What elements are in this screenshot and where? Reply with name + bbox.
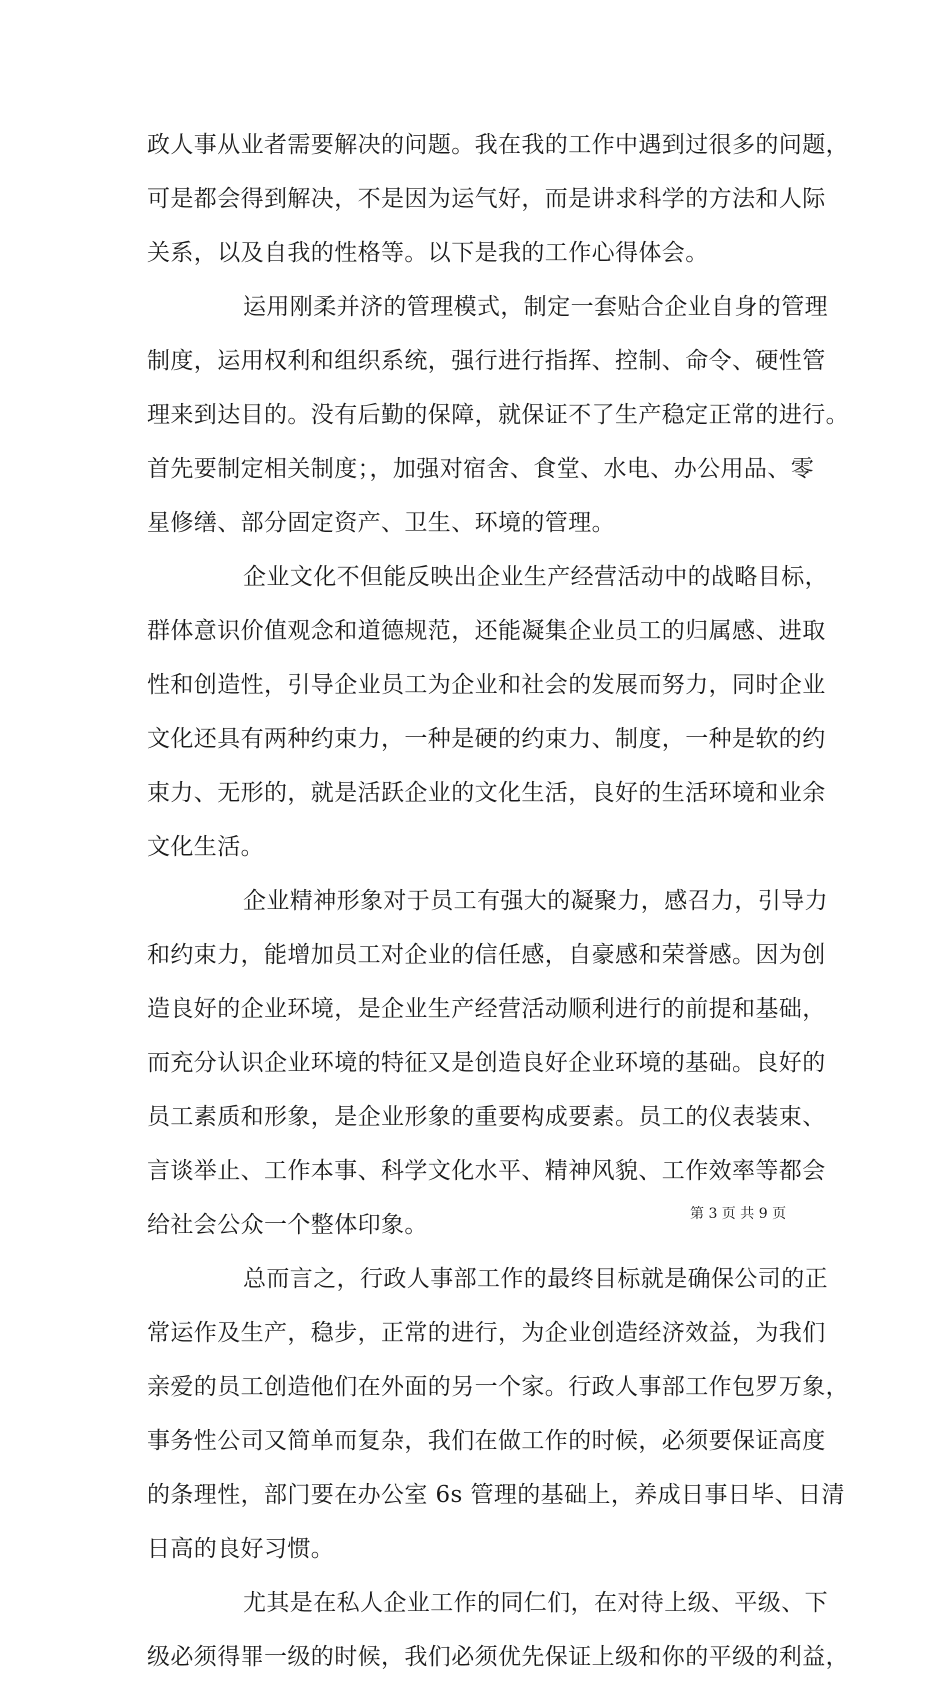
text-line: 日高的良好习惯。 [147, 1536, 335, 1562]
text-line: 理来到达目的。没有后勤的保障，就保证不了生产稳定正常的进行。 [147, 402, 849, 428]
text-line: 政人事从业者需要解决的问题。我在我的工作中遇到过很多的问题， [147, 132, 849, 158]
text-line: 群体意识价值观念和道德规范，还能凝集企业员工的归属感、进取 [147, 618, 826, 644]
page-number-footer: 第 3 页 共 9 页 [690, 1206, 787, 1222]
text-line: 束力、无形的，就是活跃企业的文化生活，良好的生活环境和业余 [147, 780, 826, 806]
text-line: 员工素质和形象，是企业形象的重要构成要素。员工的仪表装束、 [147, 1104, 826, 1130]
text-line: 造良好的企业环境，是企业生产经营活动顺利进行的前提和基础， [147, 996, 826, 1022]
text-line: 级必须得罪一级的时候，我们必须优先保证上级和你的平级的利益， [147, 1644, 849, 1670]
text-line: 的条理性，部门要在办公室 6s 管理的基础上，养成日事日毕、日清 [147, 1482, 845, 1508]
text-line: 事务性公司又简单而复杂，我们在做工作的时候，必须要保证高度 [147, 1428, 826, 1454]
text-line: 和约束力，能增加员工对企业的信任感，自豪感和荣誉感。因为创 [147, 942, 826, 968]
text-line: 言谈举止、工作本事、科学文化水平、精神风貌、工作效率等都会 [147, 1158, 826, 1184]
text-line: 可是都会得到解决，不是因为运气好，而是讲求科学的方法和人际 [147, 186, 826, 212]
text-line: 常运作及生产，稳步，正常的进行，为企业创造经济效益，为我们 [147, 1320, 826, 1346]
text-line: 而充分认识企业环境的特征又是创造良好企业环境的基础。良好的 [147, 1050, 826, 1076]
text-line: 首先要制定相关制度；，加强对宿舍、食堂、水电、办公用品、零 [147, 456, 815, 482]
paragraph-start-line: 总而言之，行政人事部工作的最终目标就是确保公司的正 [243, 1266, 828, 1292]
text-line: 文化还具有两种约束力，一种是硬的约束力、制度，一种是软的约 [147, 726, 826, 752]
paragraph-start-line: 尤其是在私人企业工作的同仁们，在对待上级、平级、下 [243, 1590, 828, 1616]
text-line: 文化生活。 [147, 834, 264, 860]
text-line: 制度，运用权利和组织系统，强行进行指挥、控制、命令、硬性管 [147, 348, 826, 374]
text-line: 给社会公众一个整体印象。 [147, 1212, 428, 1238]
text-line: 关系，以及自我的性格等。以下是我的工作心得体会。 [147, 240, 709, 266]
document-body [147, 118, 849, 1684]
text-line: 星修缮、部分固定资产、卫生、环境的管理。 [147, 510, 615, 536]
paragraph-start-line: 运用刚柔并济的管理模式，制定一套贴合企业自身的管理 [243, 294, 828, 320]
text-line: 亲爱的员工创造他们在外面的另一个家。行政人事部工作包罗万象， [147, 1374, 849, 1400]
paragraph-start-line: 企业文化不但能反映出企业生产经营活动中的战略目标， [243, 564, 828, 590]
text-line: 性和创造性，引导企业员工为企业和社会的发展而努力，同时企业 [147, 672, 826, 698]
paragraph-start-line: 企业精神形象对于员工有强大的凝聚力，感召力，引导力 [243, 888, 828, 914]
